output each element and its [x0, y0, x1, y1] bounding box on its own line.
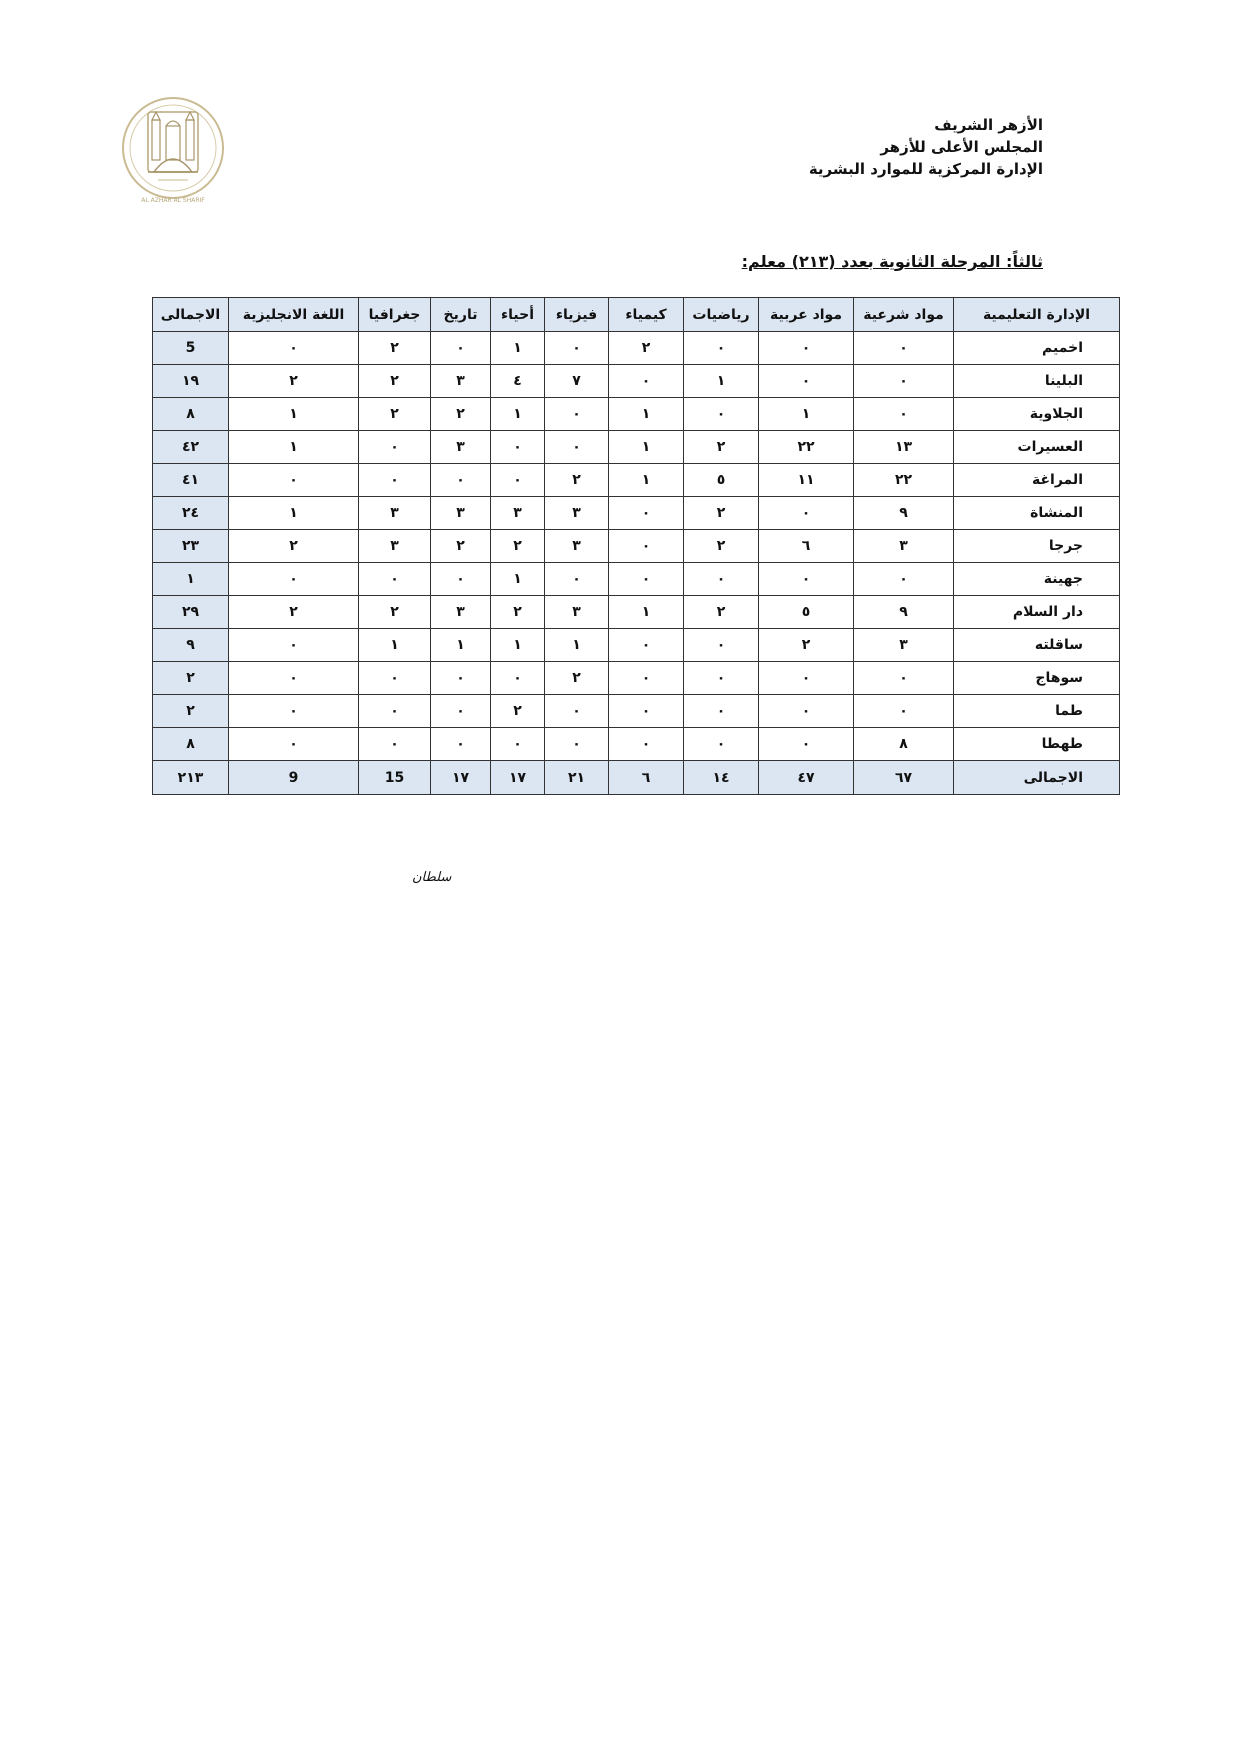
table-cell: ٢	[684, 530, 759, 563]
row-total-cell: ٢٤	[153, 497, 229, 530]
table-row	[153, 398, 1120, 431]
district-cell: اخميم	[954, 332, 1120, 365]
row-total-cell: ٢	[153, 695, 229, 728]
total-cell: ٢١	[545, 761, 609, 795]
table-cell: ٣	[431, 497, 491, 530]
table-cell: ٢	[684, 497, 759, 530]
table-cell: ٣	[359, 497, 431, 530]
table-cell: ٢	[359, 365, 431, 398]
column-header: تاريخ	[431, 298, 491, 332]
table-cell: ٠	[491, 728, 545, 761]
table-cell: ٣	[491, 497, 545, 530]
total-cell: ٦٧	[854, 761, 954, 795]
table-cell: ١	[759, 398, 854, 431]
signature: سلطان	[412, 870, 452, 885]
district-cell: طما	[954, 695, 1120, 728]
table-cell: ١	[229, 398, 359, 431]
table-row	[153, 464, 1120, 497]
table-row	[153, 596, 1120, 629]
table-cell: ٦	[759, 530, 854, 563]
table-cell: ٠	[229, 332, 359, 365]
total-cell: ٤٧	[759, 761, 854, 795]
table-cell: ٠	[431, 563, 491, 596]
district-cell: سوهاج	[954, 662, 1120, 695]
section-title: ثالثاً: المرحلة الثانوية بعدد (٢١٣) معلم:	[741, 252, 1043, 271]
table-row	[153, 695, 1120, 728]
table-cell: ٠	[684, 695, 759, 728]
table-cell: ١	[359, 629, 431, 662]
table-cell: ٢	[229, 530, 359, 563]
table-cell: ٠	[684, 398, 759, 431]
letterhead-line-2: المجلس الأعلى للأزهر	[880, 138, 1043, 156]
table-cell: ٠	[491, 464, 545, 497]
table-cell: ٢	[684, 596, 759, 629]
table-cell: ٢٢	[854, 464, 954, 497]
table-cell: ١	[491, 629, 545, 662]
table-cell: ١	[609, 431, 684, 464]
table-row	[153, 332, 1120, 365]
table-cell: ٣	[431, 431, 491, 464]
table-cell: ٠	[609, 629, 684, 662]
table-cell: ٩	[854, 596, 954, 629]
district-cell: دار السلام	[954, 596, 1120, 629]
letterhead	[713, 114, 1043, 180]
total-cell: 9	[229, 761, 359, 795]
column-header: رياضيات	[684, 298, 759, 332]
total-cell: ١٤	[684, 761, 759, 795]
district-cell: جهينة	[954, 563, 1120, 596]
table-cell: ٥	[684, 464, 759, 497]
table-cell: ٠	[229, 464, 359, 497]
table-cell: ٣	[545, 497, 609, 530]
table-cell: ٣	[431, 596, 491, 629]
total-cell: ٢١٣	[153, 761, 229, 795]
table-cell: ٢	[545, 662, 609, 695]
row-total-cell: ٢٩	[153, 596, 229, 629]
table-cell: ٠	[759, 332, 854, 365]
column-header: مواد عربية	[759, 298, 854, 332]
district-cell: طهطا	[954, 728, 1120, 761]
district-cell: الجلاوية	[954, 398, 1120, 431]
table-cell: ٣	[545, 530, 609, 563]
table-cell: ٢	[684, 431, 759, 464]
table-cell: ٠	[359, 695, 431, 728]
table-cell: ١٣	[854, 431, 954, 464]
table-cell: ٠	[854, 332, 954, 365]
table-cell: ٢٢	[759, 431, 854, 464]
table-cell: ١	[609, 398, 684, 431]
column-header: كيمياء	[609, 298, 684, 332]
row-total-cell: ٩	[153, 629, 229, 662]
table-cell: ٠	[854, 563, 954, 596]
table-cell: ٠	[684, 332, 759, 365]
column-header: جغرافيا	[359, 298, 431, 332]
table-cell: ٠	[431, 464, 491, 497]
table-row	[153, 530, 1120, 563]
table-cell: ٠	[359, 464, 431, 497]
column-header: اللغة الانجليزية	[229, 298, 359, 332]
row-total-cell: ١٩	[153, 365, 229, 398]
table-cell: ١	[229, 431, 359, 464]
table-cell: ٠	[684, 728, 759, 761]
table-cell: ٠	[431, 332, 491, 365]
table-cell: ٩	[854, 497, 954, 530]
teachers-table	[152, 297, 1120, 795]
table-cell: ٠	[545, 398, 609, 431]
al-azhar-emblem-icon	[118, 88, 228, 212]
letterhead-line-1: الأزهر الشريف	[934, 116, 1043, 134]
table-cell: ٢	[359, 398, 431, 431]
table-cell: ٢	[229, 365, 359, 398]
table-cell: ٠	[854, 662, 954, 695]
table-cell: ١	[491, 332, 545, 365]
table-cell: ٠	[609, 530, 684, 563]
table-cell: ٠	[854, 398, 954, 431]
table-cell: ٣	[854, 530, 954, 563]
row-total-cell: ٤١	[153, 464, 229, 497]
table-cell: ٢	[545, 464, 609, 497]
column-header: الاجمالى	[153, 298, 229, 332]
table-cell: ٠	[545, 728, 609, 761]
table-cell: ١	[684, 365, 759, 398]
table-cell: ٢	[431, 530, 491, 563]
table-cell: ٢	[229, 596, 359, 629]
district-cell: البلينا	[954, 365, 1120, 398]
table-cell: ٠	[359, 728, 431, 761]
table-cell: ٠	[759, 563, 854, 596]
table-cell: ٠	[684, 629, 759, 662]
table-cell: ٠	[609, 695, 684, 728]
table-cell: ١	[609, 596, 684, 629]
table-cell: ٠	[229, 728, 359, 761]
total-cell: ١٧	[431, 761, 491, 795]
column-header: الإدارة التعليمية	[954, 298, 1120, 332]
table-cell: ٠	[759, 695, 854, 728]
table-row	[153, 728, 1120, 761]
table-row	[153, 431, 1120, 464]
table-cell: ١١	[759, 464, 854, 497]
column-header: فيزياء	[545, 298, 609, 332]
district-cell: المراغة	[954, 464, 1120, 497]
table-cell: ١	[545, 629, 609, 662]
table-row	[153, 662, 1120, 695]
table-cell: ١	[609, 464, 684, 497]
table-cell: ٣	[545, 596, 609, 629]
table-cell: ١	[491, 398, 545, 431]
column-header: مواد شرعية	[854, 298, 954, 332]
table-cell: ٨	[854, 728, 954, 761]
table-cell: ٠	[545, 695, 609, 728]
table-cell: ٠	[759, 728, 854, 761]
table-cell: ٠	[609, 662, 684, 695]
table-cell: ٠	[545, 332, 609, 365]
table-cell: ٠	[759, 497, 854, 530]
table-cell: ٠	[545, 563, 609, 596]
table-cell: ٠	[854, 365, 954, 398]
table-cell: ٠	[609, 728, 684, 761]
table-cell: ٠	[491, 431, 545, 464]
table-cell: ٠	[854, 695, 954, 728]
table-cell: ٣	[359, 530, 431, 563]
table-cell: ٢	[491, 530, 545, 563]
table-row	[153, 365, 1120, 398]
row-total-cell: ٢٣	[153, 530, 229, 563]
table-cell: ٠	[229, 695, 359, 728]
district-cell: جرجا	[954, 530, 1120, 563]
table-cell: ٥	[759, 596, 854, 629]
total-row	[153, 761, 1120, 795]
table-cell: ٠	[229, 662, 359, 695]
table-cell: ٠	[545, 431, 609, 464]
row-total-cell: ٤٢	[153, 431, 229, 464]
table-cell: ٠	[609, 365, 684, 398]
table-cell: ٠	[759, 662, 854, 695]
table-cell: ٠	[431, 662, 491, 695]
table-cell: ٠	[684, 563, 759, 596]
table-row	[153, 629, 1120, 662]
table-cell: ٠	[491, 662, 545, 695]
table-cell: ٠	[759, 365, 854, 398]
table-row	[153, 497, 1120, 530]
table-cell: ١	[491, 563, 545, 596]
table-cell: ٢	[491, 695, 545, 728]
table-header-row	[153, 298, 1120, 332]
table-cell: ٣	[431, 365, 491, 398]
table-cell: ٠	[359, 563, 431, 596]
table-cell: ٢	[491, 596, 545, 629]
table-cell: ٢	[359, 332, 431, 365]
letterhead-line-3: الإدارة المركزية للموارد البشرية	[808, 160, 1043, 178]
total-cell: ١٧	[491, 761, 545, 795]
emblem-graphic	[118, 88, 228, 212]
total-label: الاجمالى	[954, 761, 1120, 795]
table-cell: ٠	[431, 695, 491, 728]
row-total-cell: ٨	[153, 728, 229, 761]
total-cell: 15	[359, 761, 431, 795]
district-cell: العسيرات	[954, 431, 1120, 464]
table-cell: ٠	[229, 629, 359, 662]
table-cell: ٣	[854, 629, 954, 662]
table-cell: ١	[431, 629, 491, 662]
district-cell: ساقلته	[954, 629, 1120, 662]
row-total-cell: 5	[153, 332, 229, 365]
table-cell: ٠	[359, 431, 431, 464]
table-cell: ٠	[609, 563, 684, 596]
table-cell: ٠	[684, 662, 759, 695]
row-total-cell: ٨	[153, 398, 229, 431]
table-cell: ٢	[431, 398, 491, 431]
table-cell: ١	[229, 497, 359, 530]
row-total-cell: ١	[153, 563, 229, 596]
table-cell: ٠	[431, 728, 491, 761]
table-cell: ٧	[545, 365, 609, 398]
table-cell: ٠	[359, 662, 431, 695]
column-header: أحياء	[491, 298, 545, 332]
table-cell: ٢	[359, 596, 431, 629]
table-cell: ٤	[491, 365, 545, 398]
table-cell: ٠	[229, 563, 359, 596]
total-cell: ٦	[609, 761, 684, 795]
table-cell: ٢	[609, 332, 684, 365]
row-total-cell: ٢	[153, 662, 229, 695]
table-cell: ٠	[609, 497, 684, 530]
district-cell: المنشاة	[954, 497, 1120, 530]
table-cell: ٢	[759, 629, 854, 662]
emblem-text: AL AZHAR AL SHARIF	[141, 197, 205, 204]
table-row	[153, 563, 1120, 596]
